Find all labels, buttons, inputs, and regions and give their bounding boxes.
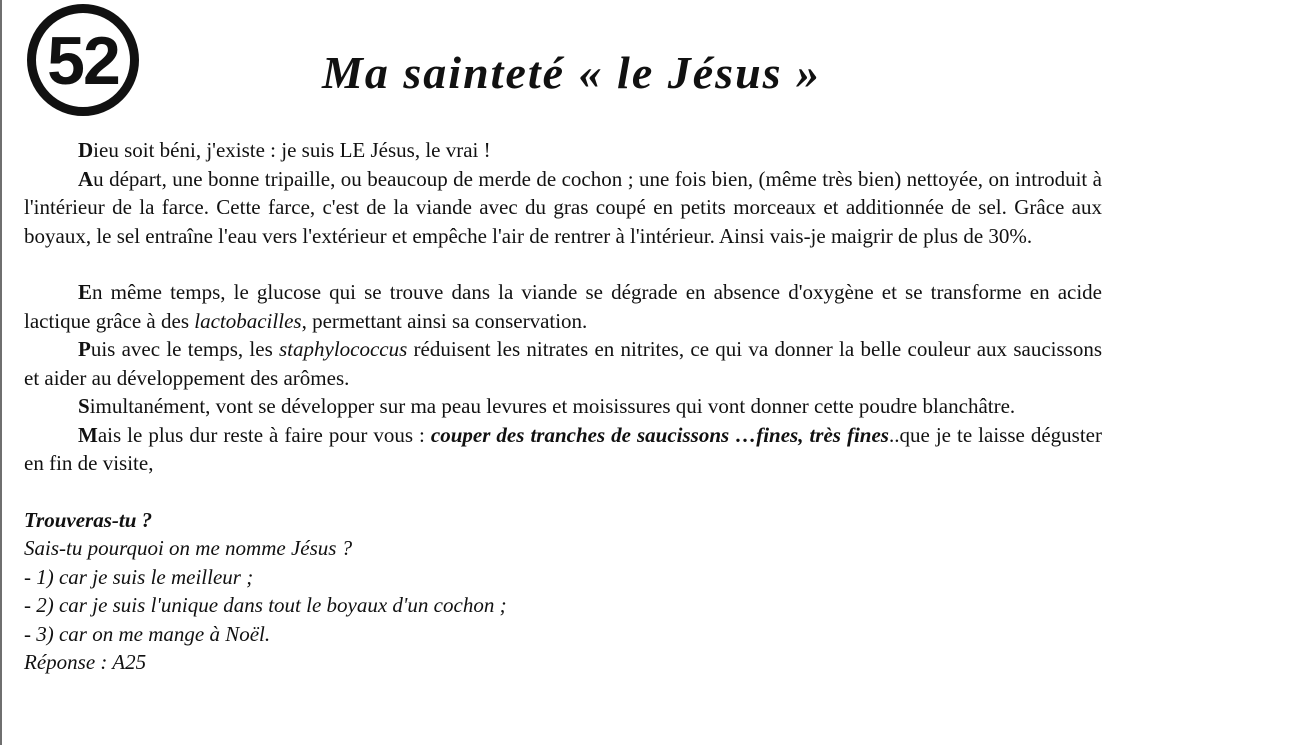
paragraph-6	[24, 421, 1102, 478]
paragraph-text: ..que je te laisse déguster en fin de visite,	[24, 422, 1102, 475]
paragraph-4	[24, 335, 1102, 392]
drop-letter: A	[78, 166, 94, 191]
paragraph-text: u départ, une bonne tripaille, ou beaucoup de merde de cochon ; une fois bien, (même très bien) nettoyée, on introduit à l'intérieur de la farce. Cette farce, c'est de la viande avec du gras coupé en petits morceaux et additionnée de sel. Grâce aux boyaux, le sel entraîne l'eau vers l'extérieur et empêche l'air de rentrer à l'intérieur. Ainsi vais-je maigrir de plus de 30%.	[24, 166, 1102, 248]
paragraph-text: ieu soit béni, j'existe : je suis LE Jésus, le vrai !	[93, 138, 491, 162]
italic-term: lactobacilles	[194, 308, 302, 333]
paragraph-text: , permettant ainsi sa conservation.	[301, 308, 588, 333]
page-title: Ma sainteté « le Jésus »	[322, 47, 822, 98]
drop-letter: D	[78, 138, 94, 162]
emphasis-text: couper des tranches de saucissons …fines, très fines	[430, 422, 889, 447]
quiz-option: - 2) car je suis l'unique dans tout le boyaux d'un cochon ;	[24, 593, 507, 617]
quiz-option: - 1) car je suis le meilleur ;	[24, 564, 254, 589]
paragraph-text: réduisent les nitrates en nitrites, ce qui va donner la belle couleur aux saucissons et aider au développement des arômes.	[24, 337, 1102, 390]
badge-number: 52	[47, 23, 119, 99]
quiz-answer: Réponse : A25	[24, 650, 147, 674]
quiz-question: Sais-tu pourquoi on me nomme Jésus ?	[24, 536, 353, 560]
drop-letter: E	[78, 280, 93, 304]
italic-term: staphylococcus	[279, 337, 408, 361]
article-body	[24, 136, 1102, 677]
drop-letter: S	[78, 394, 90, 418]
quiz-section	[24, 506, 1102, 677]
quiz-option: - 3) car on me mange à Noël.	[24, 621, 271, 646]
paragraph-text: uis avec le temps, les	[90, 337, 279, 361]
paragraph-text: imultanément, vont se développer sur ma peau levures et moisissures qui vont donner cette poudre blanchâtre.	[89, 394, 1016, 418]
drop-letter: P	[78, 337, 91, 361]
paragraph-text: n même temps, le glucose qui se trouve dans la viande se dégrade en absence d'oxygène et se transforme en acide lactique grâce à des	[24, 280, 1102, 333]
paragraph-3	[24, 278, 1102, 335]
paragraph-2	[24, 165, 1102, 251]
paragraph-1	[24, 136, 1102, 165]
spacer	[24, 250, 1102, 278]
quiz-title: Trouveras-tu ?	[24, 507, 153, 532]
number-badge	[27, 4, 139, 116]
paragraph-5	[24, 392, 1102, 421]
drop-letter: M	[78, 422, 98, 447]
paragraph-text: ais le plus dur reste à faire pour vous :	[97, 422, 431, 447]
